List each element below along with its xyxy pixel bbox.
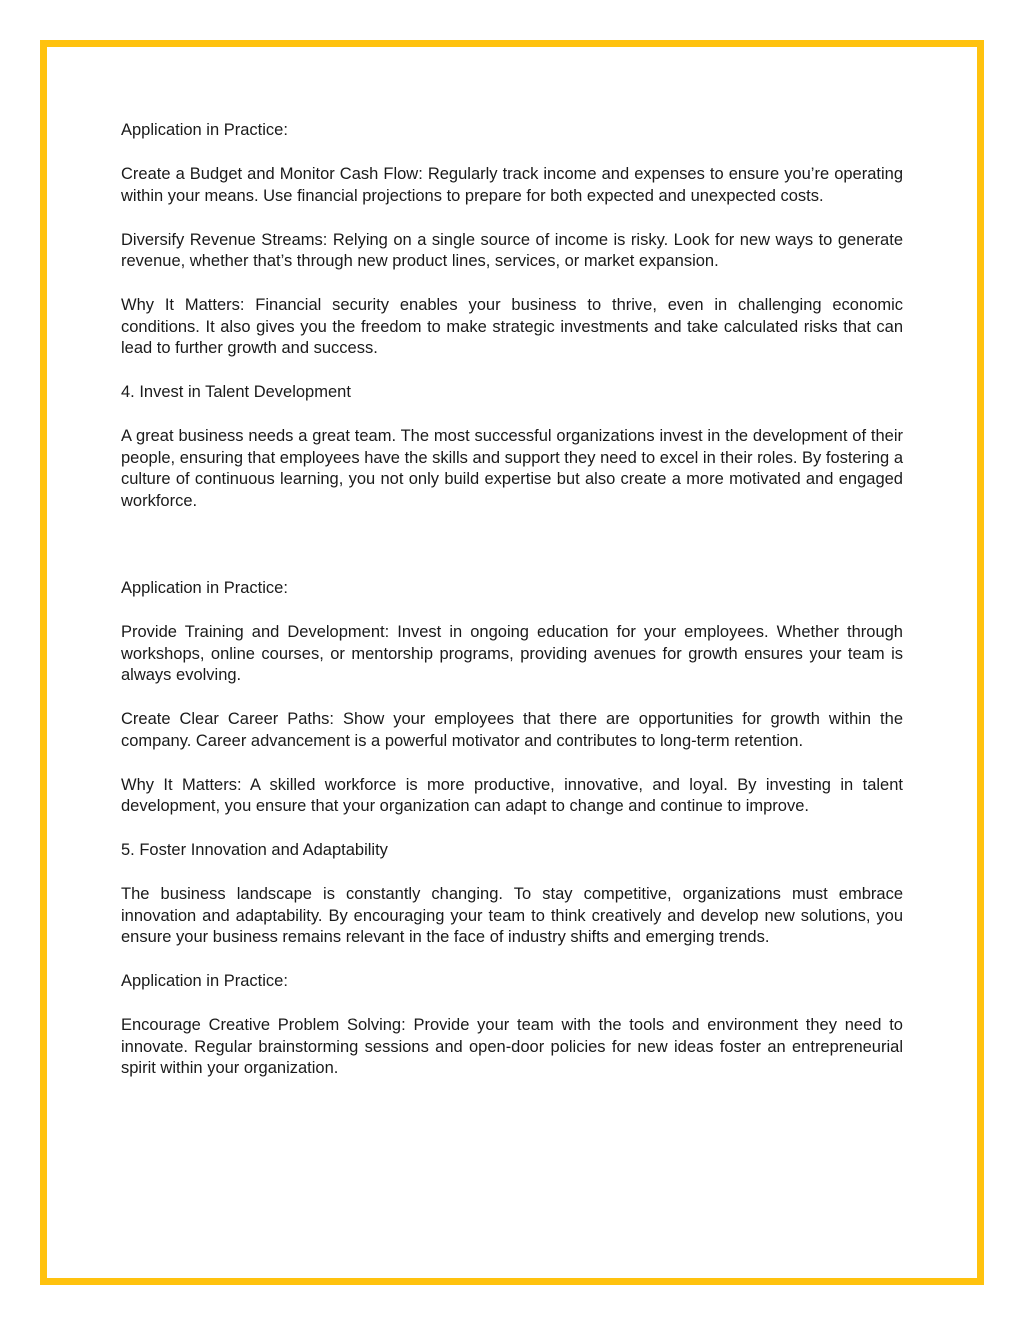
document-body — [121, 120, 903, 1102]
paragraph-training-development: Provide Training and Development: Invest in ongoing education for your employees. Whether through workshops, online courses, or mentorship programs, providing avenues for growth ensures your team is always evolving. — [121, 623, 903, 684]
paragraph-why-it-matters-talent: Why It Matters: A skilled workforce is more productive, innovative, and loyal. By investing in talent development, you ensure that your organization can adapt to change and continue to improve. — [121, 775, 903, 815]
paragraph-creative-problem-solving: Encourage Creative Problem Solving: Provide your team with the tools and environment they need to innovate. Regular brainstorming sessions and open-door policies for new ideas foster an entrepreneurial spirit within your organization. — [121, 1016, 903, 1077]
paragraph-why-it-matters-financial: Why It Matters: Financial security enables your business to thrive, even in challenging economic conditions. It also gives you the freedom to make strategic investments and take calculated risks that can lead to further growth and success. — [121, 296, 903, 357]
section-heading-innovation: 5. Foster Innovation and Adaptability — [121, 841, 388, 859]
paragraph-career-paths: Create Clear Career Paths: Show your employees that there are opportunities for growth within the company. Career advancement is a powerful motivator and contributes to long-term retention. — [121, 710, 903, 750]
paragraph-diversify-revenue: Diversify Revenue Streams: Relying on a single source of income is risky. Look for new ways to generate revenue, whether that’s through new product lines, services, or market expansion. — [121, 230, 903, 270]
paragraph-innovation-intro: The business landscape is constantly changing. To stay competitive, organizations must embrace innovation and adaptability. By encouraging your team to think creatively and develop new solutions, you ensure your business remains relevant in the face of industry shifts and emerging trends. — [121, 885, 903, 946]
section-heading-talent-development: 4. Invest in Talent Development — [121, 383, 351, 401]
subheading-application-in-practice: Application in Practice: — [121, 579, 288, 597]
paragraph-budget-cash-flow: Create a Budget and Monitor Cash Flow: Regularly track income and expenses to ensure you’re operating within your means. Use financial projections to prepare for both expected and unexpected costs. — [121, 165, 903, 205]
paragraph-talent-intro: A great business needs a great team. The most successful organizations invest in the development of their people, ensuring that employees have the skills and support they need to excel in their roles. By fostering a culture of continuous learning, you not only build expertise but also create a more motivated and engaged workforce. — [121, 427, 903, 510]
subheading-application-in-practice: Application in Practice: — [121, 121, 288, 139]
subheading-application-in-practice: Application in Practice: — [121, 972, 288, 990]
